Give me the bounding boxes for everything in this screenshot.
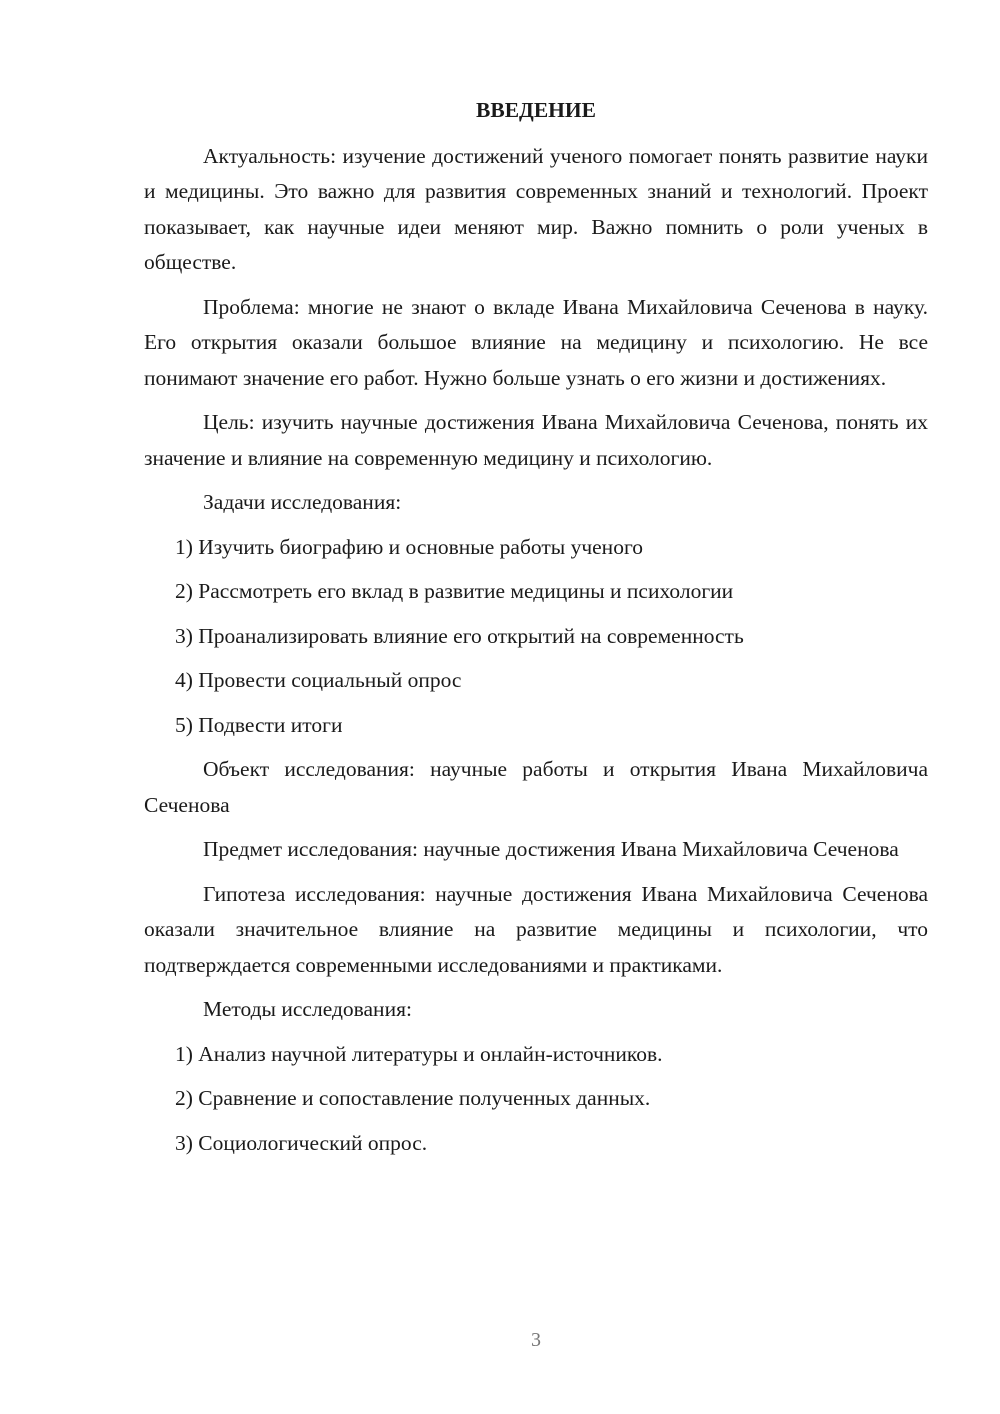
task-item: 5) Подвести итоги: [175, 712, 343, 737]
hypothesis-paragraph: Гипотеза исследования: научные достижения Ивана Михайловича Сеченова оказали значительное влияние на развитие медицины и психологии, что подтверждается современными исследованиями и практиками.: [144, 881, 928, 977]
subject-paragraph: Предмет исследования: научные достижения Ивана Михайловича Сеченова: [203, 837, 899, 861]
tasks-heading: Задачи исследования:: [203, 490, 402, 514]
task-item: 2) Рассмотреть его вклад в развитие медицины и психологии: [175, 579, 734, 603]
goal-paragraph: Цель: изучить научные достижения Ивана Михайловича Сеченова, понять их значение и влияние на современную медицину и психологию.: [144, 410, 928, 470]
method-item: 3) Социологический опрос.: [175, 1130, 428, 1155]
page-content: [144, 93, 928, 1170]
object-paragraph: Объект исследования: научные работы и открытия Ивана Михайловича Сеченова: [144, 757, 928, 817]
task-item: 1) Изучить биографию и основные работы ученого: [175, 534, 643, 559]
problem-paragraph: Проблема: многие не знают о вкладе Ивана Михайловича Сеченова в науку. Его открытия оказали большое влияние на медицину и психологию. Не все понимают значение его работ. Нужно больше узнать о его жизни и достижениях.: [144, 294, 928, 390]
page-title: ВВЕДЕНИЕ: [476, 98, 596, 122]
relevance-paragraph: Актуальность: изучение достижений ученого помогает понять развитие науки и медицины. Это важно для развития современных знаний и технологий. Проект показывает, как научные идеи меняют мир. Важно помнить о роли ученых в обществе.: [144, 143, 928, 274]
task-item: 4) Провести социальный опрос: [175, 668, 462, 692]
page-number: 3: [531, 1329, 541, 1351]
method-item: 1) Анализ научной литературы и онлайн-источников.: [175, 1041, 663, 1066]
task-item: 3) Проанализировать влияние его открытий на современность: [175, 623, 744, 648]
method-item: 2) Сравнение и сопоставление полученных данных.: [175, 1086, 651, 1110]
methods-heading: Методы исследования:: [203, 997, 412, 1021]
